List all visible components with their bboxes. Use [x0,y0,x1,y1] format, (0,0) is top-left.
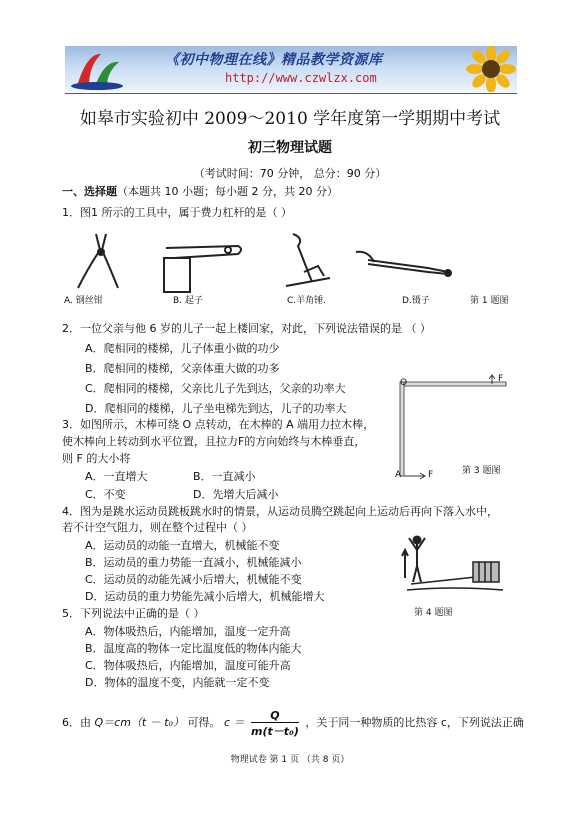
q6-formula-lhs: c ＝ [223,716,245,729]
springboard-icon [407,562,503,590]
q4-line-2: 若不计空气阻力，则在整个过程中（ ） [62,521,253,534]
diver-icon [402,537,425,583]
q1-stem: 1．图1 所示的工具中，属于费力杠杆的是（ ） [62,206,292,219]
q1-figure [68,228,468,296]
q3-line-3: 则 F 的大小将 [62,452,131,465]
exam-info: （考试时间：70 分钟， 总分：90 分） [193,167,387,180]
q3-label-f-top: F [498,374,504,384]
q2-option-d: D．爬相同的楼梯，儿子坐电梯先到达，儿子的功率大 [85,402,347,415]
q5-option-b: B．温度高的物体一定比温度低的物体内能大 [85,642,302,655]
q3-option-d: D．先增大后减小 [193,488,279,501]
q3-figure-caption: 第 3 题图 [462,466,501,476]
q6-frac-den: m(t－t₀) [251,725,299,738]
q4-figure [393,530,505,602]
q3-option-a: A．一直增大 [85,470,148,483]
q6-mid: 可得。 [187,716,221,729]
q4-figure-caption: 第 4 题图 [414,608,453,618]
q2-option-c: C．爬相同的楼梯，父亲比儿子先到达，父亲的功率大 [85,382,346,395]
q6-stem [62,708,524,738]
pliers-icon [78,234,118,288]
q2-option-a: A．爬相同的楼梯，儿子体重小做的功少 [85,342,280,355]
q4-option-d: D．运动员的重力势能先减小后增大，机械能增大 [85,590,325,603]
q1-option-b: B. 起子 [173,296,203,306]
q3-label-o: O [400,378,408,388]
banner-url[interactable]: http://www.czwlzx.com [225,71,377,85]
page-footer: 物理试卷 第 1 页 （共 8 页） [230,755,350,765]
q1-option-c: C.羊角锤. [287,296,327,306]
sunflower-icon [465,46,517,92]
banner-title: 《初中物理在线》精品教学资源库 [165,52,383,68]
q3-option-b: B．一直减小 [193,470,256,483]
q1-option-d: D.镊子 [402,296,430,306]
tweezers-icon [356,252,451,276]
q4-option-b: B．运动员的重力势能一直减小，机械能减小 [85,556,302,569]
q6-lead: 6．由 [62,716,91,729]
claw-hammer-icon [286,234,330,286]
q5-option-d: D．物体的温度不变，内能就一定不变 [85,676,270,689]
header-rule [65,93,517,94]
q6-fraction [251,709,299,739]
q3-line-2: 使木棒向上转动到水平位置，且拉力F的方向始终与木棒垂直， [62,435,366,448]
q5-option-c: C．物体吸热后，内能增加，温度可能升高 [85,659,291,672]
q3-label-a: A [395,470,402,480]
q6-formula: Q＝cm（t － t₀） [94,716,184,729]
q2-option-b: B．爬相同的楼梯，父亲体重大做的功多 [85,362,280,375]
exam-title: 如皋市实验初中 2009～2010 学年度第一学期期中考试 [79,109,501,129]
q3-line-1: 3．如图所示，木棒可绕 O 点转动，在木棒的 A 端用力拉木棒， [62,418,375,431]
section-note: （本题共 10 小题；每小题 2 分，共 20 分） [117,185,338,198]
logo-icon [67,48,127,90]
q6-frac-num: Q [251,709,299,723]
header-banner [65,46,517,92]
q1-option-a: A. 钢丝钳 [64,296,103,306]
q6-tail: ，关于同一种物质的比热容 c，下列说法正确 [305,716,524,729]
bottle-opener-icon [164,246,241,292]
q4-option-a: A．运动员的动能一直增大，机械能不变 [85,539,280,552]
q2-stem: 2．一位父亲与他 6 岁的儿子一起上楼回家，对此，下列说法错误的是 （ ） [62,322,431,335]
section-label: 一、选择题 [62,185,117,198]
q4-line-1: 4．图为是跳水运动员跳板跳水时的情景，从运动员腾空跳起向上运动后再向下落入水中， [62,505,498,518]
q5-stem: 5．下列说法中正确的是（ ） [62,607,205,620]
q5-option-a: A．物体吸热后，内能增加，温度一定升高 [85,625,291,638]
exam-subtitle: 初三物理试题 [248,140,332,156]
q3-label-f-bottom: F [428,470,434,480]
q4-option-c: C．运动员的动能先减小后增大，机械能不变 [85,573,302,586]
q1-figure-caption: 第 1 题图 [470,296,509,306]
q3-option-c: C．不变 [85,488,126,501]
section-heading [62,183,338,199]
